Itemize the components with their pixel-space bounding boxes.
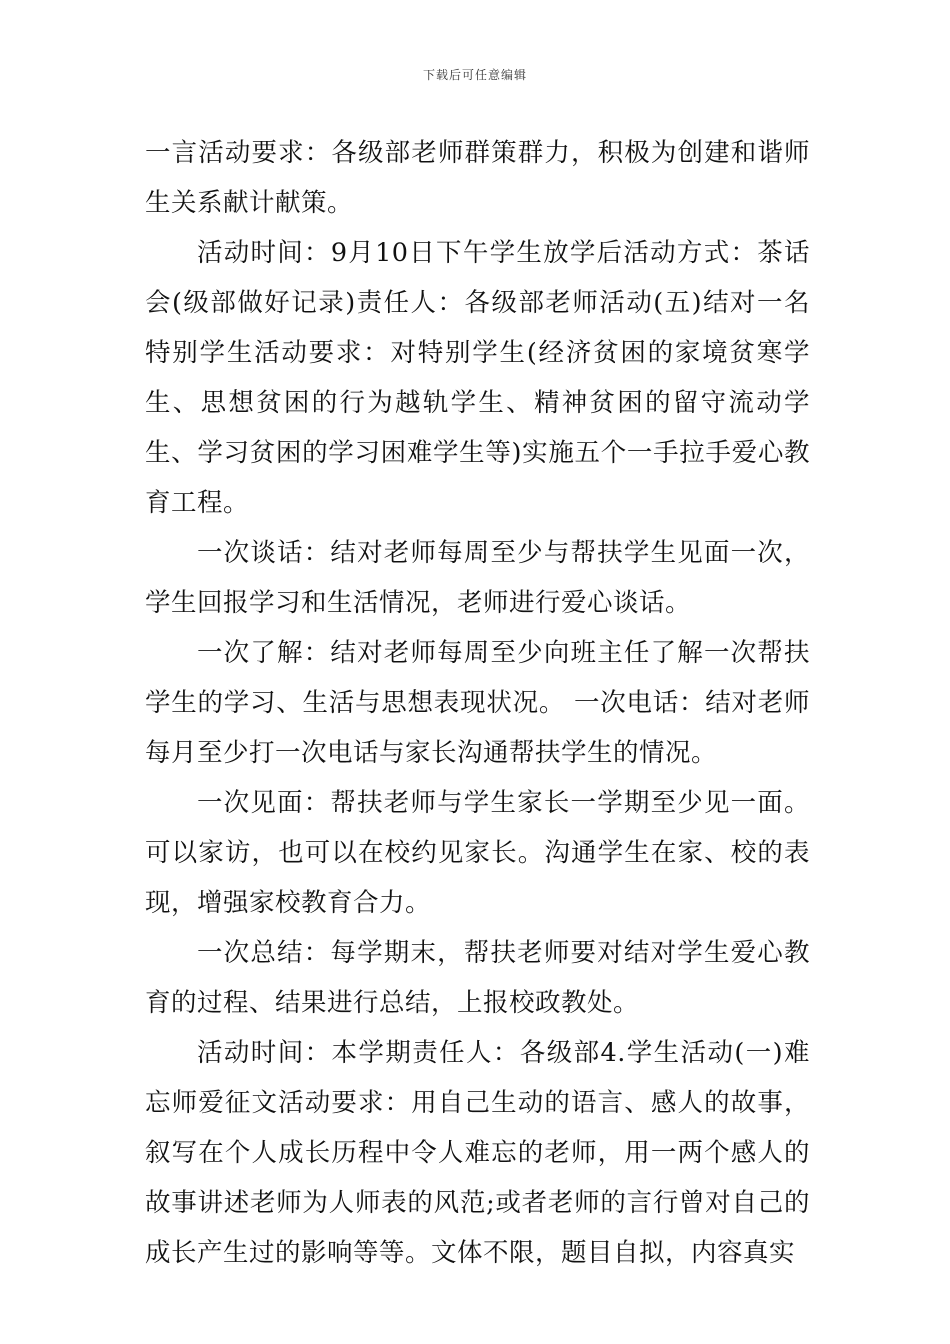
header-note: 下载后可任意编辑: [422, 68, 527, 82]
paragraph: 活动时间：本学期责任人：各级部4.学生活动(一)难忘师爱征文活动要求：用自己生动的语言、感人的故事，叙写在个人成长历程中令人难忘的老师，用一两个感人的故事讲述老师为人师表的风范;或者老师的言行曾对自己的成长产生过的影响等等。文体不限，题目自拟，内容真实: [145, 1038, 810, 1268]
paragraph: 一次总结：每学期末，帮扶老师要对结对学生爱心教育的过程、结果进行总结，上报校政教处。: [145, 938, 810, 1018]
document-body: [145, 128, 810, 1278]
paragraph: 一言活动要求：各级部老师群策群力，积极为创建和谐师生关系献计献策。: [145, 138, 810, 218]
paragraph: 活动时间：9月10日下午学生放学后活动方式：茶话会(级部做好记录)责任人：各级部老师活动(五)结对一名特别学生活动要求：对特别学生(经济贫困的家境贫寒学生、思想贫困的行为越轨学生、精神贫困的留守流动学生、学习贫困的学习困难学生等)实施五个一手拉手爱心教育工程。: [145, 238, 810, 518]
paragraph: 一次了解：结对老师每周至少向班主任了解一次帮扶学生的学习、生活与思想表现状况。 一次电话：结对老师每月至少打一次电话与家长沟通帮扶学生的情况。: [145, 638, 810, 768]
paragraph: 一次谈话：结对老师每周至少与帮扶学生见面一次，学生回报学习和生活情况，老师进行爱心谈话。: [145, 538, 810, 618]
paragraph: 一次见面：帮扶老师与学生家长一学期至少见一面。可以家访，也可以在校约见家长。沟通学生在家、校的表现，增强家校教育合力。: [145, 788, 810, 918]
